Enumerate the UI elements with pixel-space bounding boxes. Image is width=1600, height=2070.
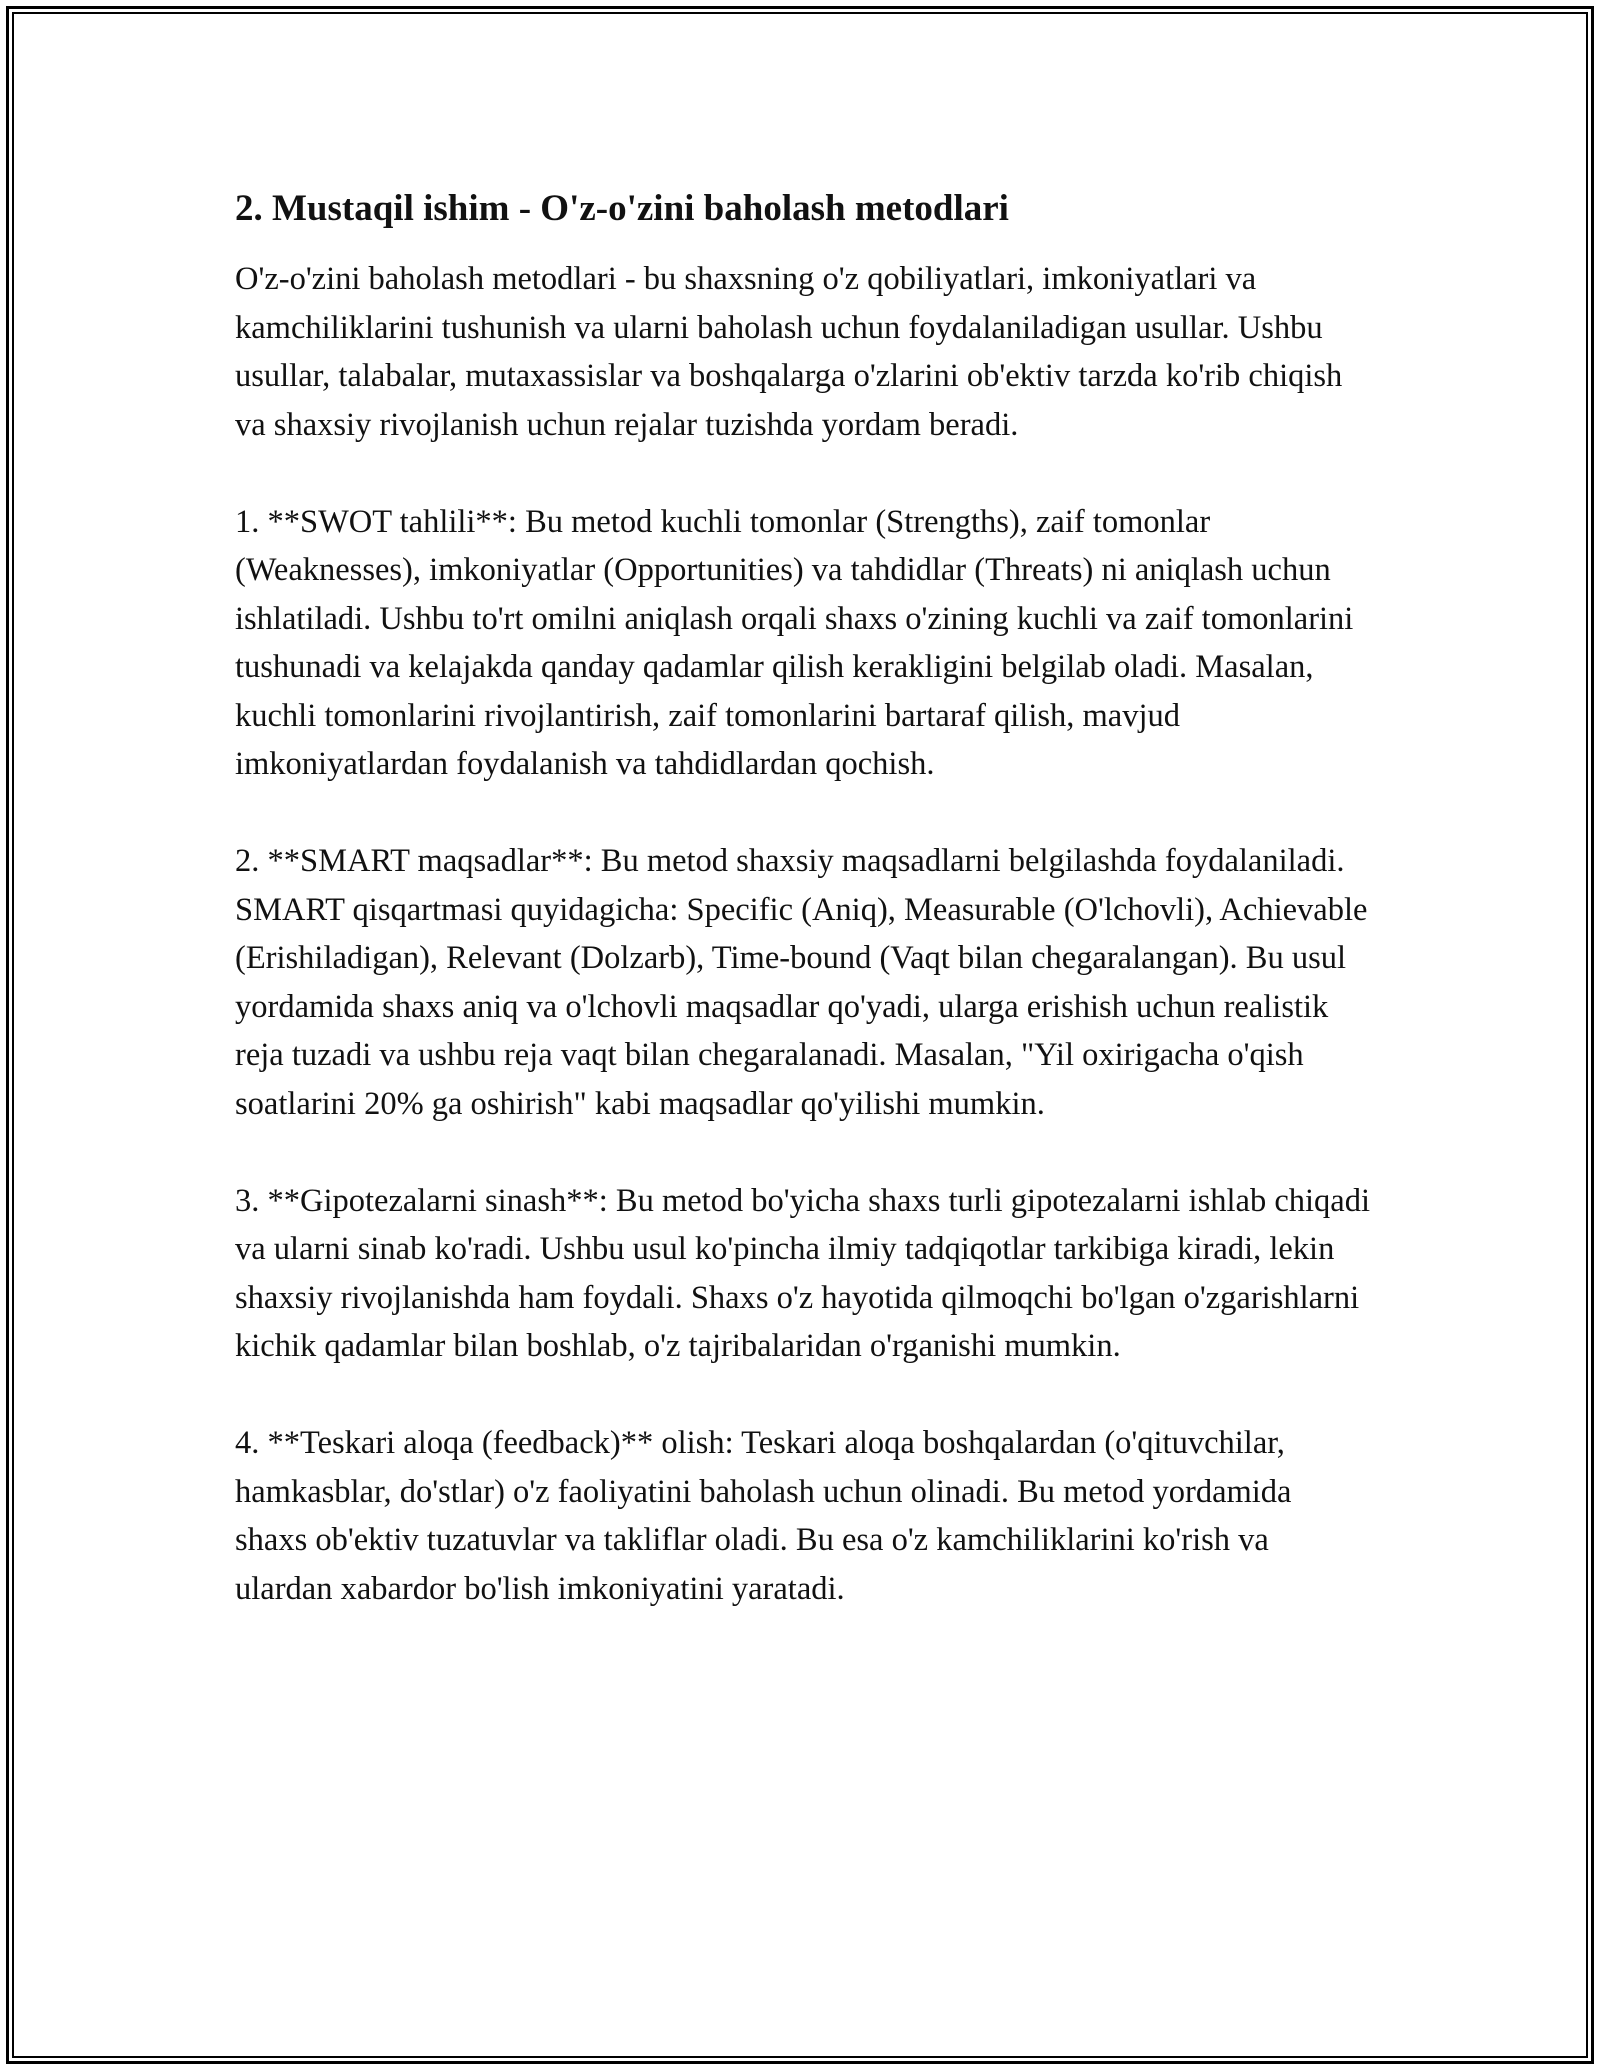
document-title: 2. Mustaqil ishim - O'z-o'zini baholash metodlari xyxy=(235,188,1009,229)
hypothesis-paragraph: 3. **Gipotezalarni sinash**: Bu metod bo'yicha shaxs turli gipotezalarni ishlab chiqadi va ularni sinab ko'radi. Ushbu usul ko'pincha ilmiy tadqiqotlar tarkibiga kiradi, lekin shaxsiy rivojlanishda ham foydali. Shaxs o'z hayotida qilmoqchi bo'lgan o'zgarishlarni kichik qadamlar bilan boshlab, o'z tajribalaridan o'rganishi mumkin. xyxy=(235,1182,1370,1364)
feedback-paragraph: 4. **Teskari aloqa (feedback)** olish: Teskari aloqa boshqalardan (o'qituvchilar, hamkasblar, do'stlar) o'z faoliyatini baholash uchun olinadi. Bu metod yordamida shaxs ob'ektiv tuzatuvlar va takliflar oladi. Bu esa o'z kamchiliklarini ko'rish va ulardan xabardor bo'lish imkoniyatini yaratadi. xyxy=(235,1425,1292,1607)
smart-paragraph: 2. **SMART maqsadlar**: Bu metod shaxsiy maqsadlarni belgilashda foydalaniladi. SMART qisqartmasi quyidagicha: Specific (Aniq), Measurable (O'lchovli), Achievable (Erishiladigan), Relevant (Dolzarb), Time-bound (Vaqt bilan chegaralangan). Bu usul yordamida shaxs aniq va o'lchovli maqsadlar qo'yadi, ularga erishish uchun realistik reja tuzadi va ushbu reja vaqt bilan chegaralanadi. Masalan, "Yil oxirigacha o'qish soatlarini 20% ga oshirish" kabi maqsadlar qo'yilishi mumkin. xyxy=(235,843,1368,1122)
intro-paragraph: O'z-o'zini baholash metodlari - bu shaxsning o'z qobiliyatlari, imkoniyatlari va kamchiliklarini tushunish va ularni baholash uchun foydalaniladigan usullar. Ushbu usullar, talabalar, mutaxassislar va boshqalarga o'zlarini ob'ektiv tarzda ko'rib chiqish va shaxsiy rivojlanish uchun rejalar tuzishda yordam beradi. xyxy=(235,261,1343,443)
swot-paragraph: 1. **SWOT tahlili**: Bu metod kuchli tomonlar (Strengths), zaif tomonlar (Weaknesses), imkoniyatlar (Opportunities) va tahdidlar (Threats) ni aniqlash uchun ishlatiladi. Ushbu to'rt omilni aniqlash orqali shaxs o'zining kuchli va zaif tomonlarini tushunadi va kelajakda qanday qadamlar qilish kerakligini belgilab oladi. Masalan, kuchli tomonlarini rivojlantirish, zaif tomonlarini bartaraf qilish, mavjud imkoniyatlardan foydalanish va tahdidlardan qochish. xyxy=(235,503,1354,782)
document-body xyxy=(235,185,1370,1662)
